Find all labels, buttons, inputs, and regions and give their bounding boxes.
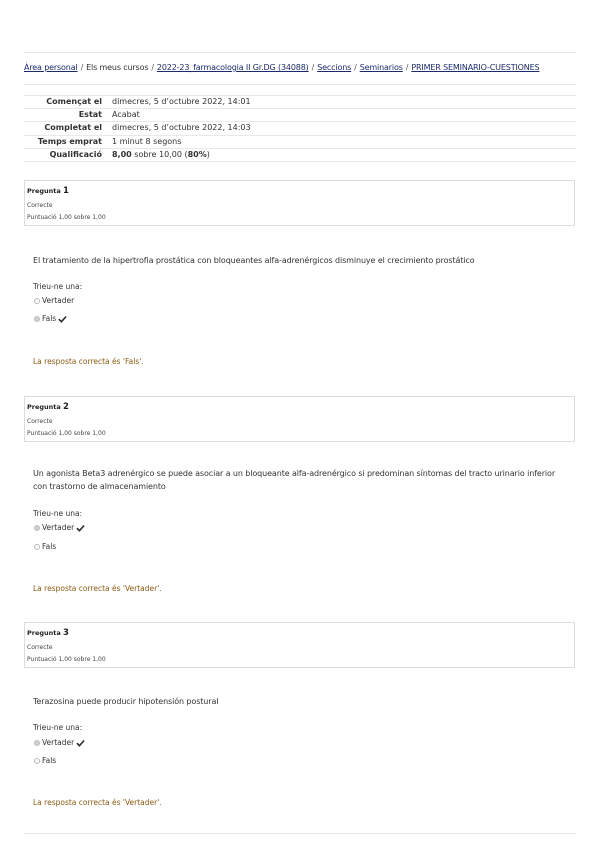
- breadcrumb-separator: /: [80, 63, 84, 72]
- breadcrumb-separator: /: [405, 63, 409, 72]
- question-3-option-true[interactable]: [34, 738, 85, 747]
- question-state: Correcte: [27, 644, 53, 651]
- question-1-option-false[interactable]: [34, 314, 67, 323]
- question-2-feedback: La resposta correcta és 'Vertader'.: [33, 584, 162, 593]
- check-icon: [58, 315, 67, 323]
- summary-value: Acabat: [108, 109, 576, 122]
- question-1-info: [24, 180, 575, 226]
- question-2-prompt: Trieu-ne una:: [33, 509, 83, 518]
- option-label: Vertader: [42, 523, 75, 532]
- summary-row-started: [24, 96, 576, 109]
- radio-unchecked-icon[interactable]: [34, 298, 40, 304]
- grade-percent: 80%: [187, 149, 207, 159]
- radio-checked-icon[interactable]: [34, 316, 40, 322]
- option-label: Fals: [42, 314, 57, 323]
- question-number: [27, 186, 69, 196]
- summary-row-grade: [24, 148, 576, 161]
- question-3-info: [24, 622, 575, 668]
- grade-out-of: sobre 10,00 (: [131, 149, 188, 159]
- question-1-option-true[interactable]: [34, 296, 74, 305]
- question-1-text: El tratamiento de la hipertrofia prostática con bloqueantes alfa-adrenérgicos disminuye el crecimiento prostático: [33, 256, 475, 265]
- breadcrumb-separator: /: [354, 63, 357, 72]
- summary-row-state: [24, 109, 576, 122]
- breadcrumb-quiz[interactable]: PRIMER SEMINARIO-CUESTIONES: [411, 63, 540, 72]
- summary-label: Estat: [24, 109, 108, 122]
- question-number-value: 2: [63, 402, 69, 412]
- question-2-text: Un agonista Beta3 adrenérgico se puede asociar a un bloqueante alfa-adrenérgico si predominan síntomas del tracto urinario inferior con trastorno de almacenamiento: [33, 469, 556, 491]
- grade-close: ): [206, 149, 210, 159]
- option-label: Vertader: [42, 738, 75, 747]
- summary-value: dimecres, 5 d’octubre 2022, 14:03: [108, 122, 576, 135]
- question-3-option-false[interactable]: [34, 756, 56, 765]
- radio-unchecked-icon[interactable]: [34, 544, 40, 550]
- breadcrumb-separator: /: [311, 63, 315, 72]
- question-3-prompt: Trieu-ne una:: [33, 723, 83, 732]
- breadcrumb: [24, 63, 584, 72]
- question-number: [27, 628, 69, 638]
- check-icon: [76, 739, 85, 747]
- question-3-feedback: La resposta correcta és 'Vertader'.: [33, 798, 162, 807]
- option-label: Vertader: [42, 296, 75, 305]
- breadcrumb-separator: /: [151, 63, 154, 72]
- question-1-prompt: Trieu-ne una:: [33, 282, 83, 291]
- question-prefix: Pregunta: [27, 187, 61, 195]
- summary-label: Completat el: [24, 122, 108, 135]
- check-icon: [76, 524, 85, 532]
- question-3-text: Terazosina puede producir hipotensión postural: [33, 697, 219, 706]
- radio-checked-icon[interactable]: [34, 740, 40, 746]
- summary-value: 1 minut 8 segons: [108, 135, 576, 148]
- summary-row-completed: [24, 122, 576, 135]
- question-1-feedback: La resposta correcta és 'Fals'.: [33, 357, 144, 366]
- question-2-option-false[interactable]: [34, 542, 56, 551]
- summary-label: Qualificació: [24, 148, 108, 161]
- question-prefix: Pregunta: [27, 629, 61, 637]
- summary-value: dimecres, 5 d’octubre 2022, 14:01: [108, 96, 576, 109]
- breadcrumb-seminars[interactable]: Seminarios: [359, 63, 403, 72]
- bottom-divider: [24, 833, 576, 834]
- grade-score: 8,00: [112, 149, 132, 159]
- question-number: [27, 402, 69, 412]
- option-label: Fals: [42, 542, 57, 551]
- question-2-option-true[interactable]: [34, 523, 85, 532]
- breadcrumb-my-courses: Els meus cursos: [86, 63, 149, 72]
- question-grade: Puntuació 1,00 sobre 1,00: [27, 656, 106, 663]
- breadcrumb-divider: [24, 84, 576, 85]
- top-divider: [24, 52, 576, 53]
- radio-checked-icon[interactable]: [34, 525, 40, 531]
- summary-grade-value: [108, 148, 576, 161]
- summary-label: Començat el: [24, 96, 108, 109]
- question-state: Correcte: [27, 418, 53, 425]
- radio-unchecked-icon[interactable]: [34, 758, 40, 764]
- breadcrumb-course[interactable]: 2022-23_farmacologia II Gr.DG (34088): [156, 63, 309, 72]
- question-grade: Puntuació 1,00 sobre 1,00: [27, 430, 106, 437]
- question-grade: Puntuació 1,00 sobre 1,00: [27, 214, 106, 221]
- summary-label: Temps emprat: [24, 135, 108, 148]
- breadcrumb-sections[interactable]: Seccions: [317, 63, 352, 72]
- question-number-value: 3: [63, 628, 69, 638]
- question-prefix: Pregunta: [27, 403, 61, 411]
- question-number-value: 1: [63, 186, 69, 196]
- summary-row-time-taken: [24, 135, 576, 148]
- attempt-summary-table: [24, 95, 576, 162]
- breadcrumb-personal-area[interactable]: Àrea personal: [24, 63, 78, 72]
- question-2-info: [24, 396, 575, 442]
- question-state: Correcte: [27, 202, 53, 209]
- option-label: Fals: [42, 756, 57, 765]
